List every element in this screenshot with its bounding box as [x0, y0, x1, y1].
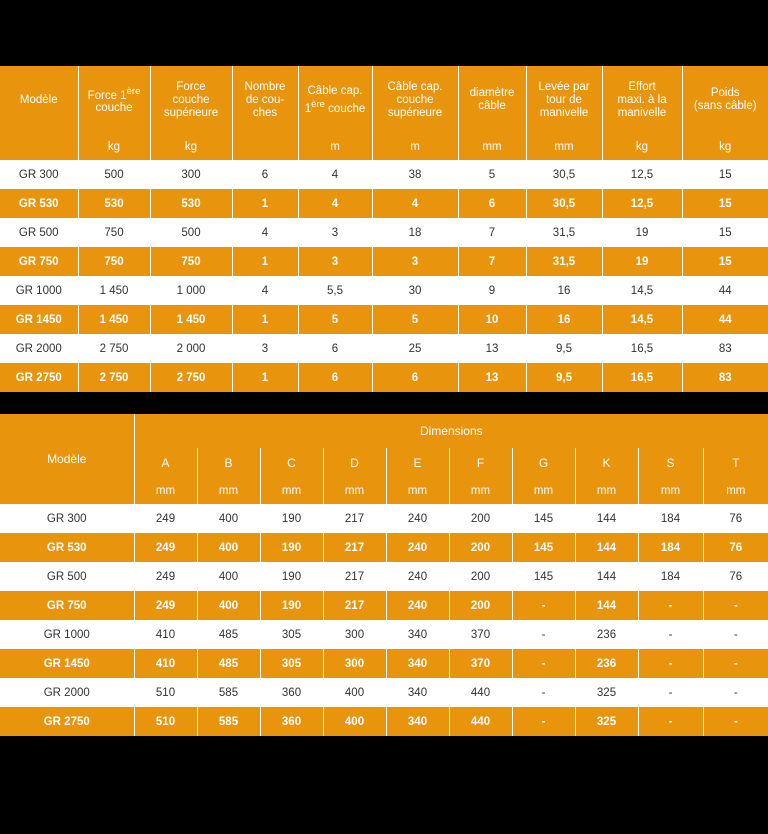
table-cell: 4 [298, 189, 372, 218]
dimensions-table-wrapper [0, 414, 768, 736]
table-cell: 300 [323, 620, 386, 649]
table-cell: 300 [323, 649, 386, 678]
table-cell: 410 [134, 620, 197, 649]
table-cell: 184 [638, 533, 703, 562]
table-row [0, 707, 768, 736]
table-cell: 217 [323, 591, 386, 620]
table-cell: - [638, 707, 703, 736]
table-cell: 16 [526, 305, 602, 334]
table-cell: 3 [372, 247, 458, 276]
table-cell: 31,5 [526, 247, 602, 276]
table-cell: 410 [134, 649, 197, 678]
table-cell: 1 450 [78, 276, 150, 305]
table-cell: 9 [458, 276, 526, 305]
bottom-spacer [0, 736, 768, 796]
table-row [0, 678, 768, 707]
table-cell: - [703, 620, 768, 649]
table-row [0, 218, 768, 247]
table-cell: 38 [372, 160, 458, 189]
table-cell: 25 [372, 334, 458, 363]
table-cell: 2 000 [150, 334, 232, 363]
header-dimension-b: B [197, 448, 260, 478]
header-dimension-s: S [638, 448, 703, 478]
table-cell: 236 [575, 649, 638, 678]
table-cell: 184 [638, 504, 703, 533]
specification-table [0, 66, 768, 392]
header-lift-per-turn: Levée par tour de manivelle [526, 66, 602, 134]
table-cell: 440 [449, 678, 512, 707]
table-cell: 217 [323, 562, 386, 591]
table-cell: 14,5 [602, 276, 682, 305]
table-cell: 400 [197, 562, 260, 591]
table-cell: 10 [458, 305, 526, 334]
table-cell: 76 [703, 562, 768, 591]
header-dimension-g: G [512, 448, 575, 478]
table-cell: 240 [386, 562, 449, 591]
table-cell: 18 [372, 218, 458, 247]
table-cell: 485 [197, 649, 260, 678]
table-cell: 370 [449, 649, 512, 678]
cell-model: GR 1000 [0, 276, 78, 305]
table-cell: 9,5 [526, 334, 602, 363]
unit-dimension-k: mm [575, 478, 638, 504]
table-cell: 1 000 [150, 276, 232, 305]
table-cell: 3 [298, 247, 372, 276]
table-cell: 76 [703, 504, 768, 533]
table-cell: 15 [682, 218, 768, 247]
table-cell: 190 [260, 533, 323, 562]
cell-model: GR 2000 [0, 334, 78, 363]
table-cell: 1 450 [150, 305, 232, 334]
header-dimension-a: A [134, 448, 197, 478]
table-cell: 485 [197, 620, 260, 649]
table-cell: - [638, 620, 703, 649]
table-cell: 44 [682, 305, 768, 334]
unit-weight: kg [682, 134, 768, 160]
table-cell: - [638, 678, 703, 707]
cell-model: GR 750 [0, 247, 78, 276]
table-cell: 510 [134, 678, 197, 707]
unit-cable-cap-upper-layer: m [372, 134, 458, 160]
table-row [0, 620, 768, 649]
table-cell: 6 [298, 363, 372, 392]
table-cell: - [512, 678, 575, 707]
table-cell: 200 [449, 504, 512, 533]
header-cable-diameter: diamètre câble [458, 66, 526, 134]
dimensions-table [0, 414, 768, 736]
table-cell: 440 [449, 707, 512, 736]
dimensions-table-body [0, 504, 768, 736]
table-cell: 217 [323, 533, 386, 562]
table-cell: - [703, 591, 768, 620]
table-separator [0, 392, 768, 414]
table-cell: 249 [134, 504, 197, 533]
table-cell: 500 [78, 160, 150, 189]
table-cell: 13 [458, 363, 526, 392]
table-cell: 190 [260, 591, 323, 620]
header-dimension-k: K [575, 448, 638, 478]
unit-cable-cap-first-layer: m [298, 134, 372, 160]
table-cell: 236 [575, 620, 638, 649]
cell-model: GR 300 [0, 504, 134, 533]
table-cell: 530 [150, 189, 232, 218]
table-cell: 1 [232, 363, 298, 392]
table-cell: 4 [372, 189, 458, 218]
table-cell: - [638, 591, 703, 620]
table-row [0, 247, 768, 276]
table-cell: 7 [458, 247, 526, 276]
unit-dimension-f: mm [449, 478, 512, 504]
table-cell: 249 [134, 562, 197, 591]
table-cell: 4 [298, 160, 372, 189]
table-cell: 30 [372, 276, 458, 305]
table-cell: 12,5 [602, 189, 682, 218]
table-cell: - [512, 707, 575, 736]
table-cell: 1 [232, 189, 298, 218]
table-cell: 3 [232, 334, 298, 363]
table-cell: 249 [134, 533, 197, 562]
table-cell: 190 [260, 504, 323, 533]
table-cell: 200 [449, 562, 512, 591]
table-cell: 240 [386, 533, 449, 562]
table-cell: 4 [232, 218, 298, 247]
table-row [0, 533, 768, 562]
unit-lift-per-turn: mm [526, 134, 602, 160]
table-cell: - [703, 707, 768, 736]
table-cell: 15 [682, 247, 768, 276]
table-cell: 325 [575, 678, 638, 707]
unit-dimension-s: mm [638, 478, 703, 504]
cell-model: GR 500 [0, 218, 78, 247]
header-layer-count: Nombre de cou- ches [232, 66, 298, 134]
table-cell: 13 [458, 334, 526, 363]
table-cell: 16,5 [602, 334, 682, 363]
table-cell: 750 [78, 218, 150, 247]
table-cell: 400 [323, 678, 386, 707]
table-cell: - [512, 591, 575, 620]
table-cell: 144 [575, 533, 638, 562]
table-cell: 400 [197, 533, 260, 562]
table-cell: 360 [260, 678, 323, 707]
header-dimensions-group: Dimensions [134, 414, 768, 448]
unit-dimension-e: mm [386, 478, 449, 504]
table-cell: 325 [575, 707, 638, 736]
table-cell: 4 [232, 276, 298, 305]
table-cell: 83 [682, 334, 768, 363]
table-cell: 30,5 [526, 189, 602, 218]
table-cell: 15 [682, 189, 768, 218]
table-cell: 6 [372, 363, 458, 392]
table-cell: 1 [232, 305, 298, 334]
table-cell: 6 [458, 189, 526, 218]
specification-table-body [0, 160, 768, 392]
table-cell: 305 [260, 649, 323, 678]
header-row-units [0, 134, 768, 160]
cell-model: GR 2000 [0, 678, 134, 707]
header-dimension-c: C [260, 448, 323, 478]
table-cell: 76 [703, 533, 768, 562]
table-cell: 145 [512, 562, 575, 591]
table-cell: 750 [150, 247, 232, 276]
unit-modele [0, 134, 78, 160]
header-row-group [0, 414, 768, 448]
table-cell: 14,5 [602, 305, 682, 334]
table-row [0, 276, 768, 305]
table-cell: 305 [260, 620, 323, 649]
table-cell: 5 [298, 305, 372, 334]
table-cell: - [638, 649, 703, 678]
table-cell: 1 [232, 247, 298, 276]
table-row [0, 189, 768, 218]
table-cell: - [512, 649, 575, 678]
cell-model: GR 2750 [0, 363, 78, 392]
header-modele: Modèle [0, 66, 78, 134]
table-cell: 190 [260, 562, 323, 591]
table-cell: 9,5 [526, 363, 602, 392]
header-force-upper-layer: Force couche supérieure [150, 66, 232, 134]
cell-model: GR 300 [0, 160, 78, 189]
unit-force-upper-layer: kg [150, 134, 232, 160]
unit-dimension-g: mm [512, 478, 575, 504]
table-row [0, 160, 768, 189]
table-cell: 5 [458, 160, 526, 189]
table-cell: 500 [150, 218, 232, 247]
unit-dimension-c: mm [260, 478, 323, 504]
table-cell: 145 [512, 533, 575, 562]
table-cell: 585 [197, 707, 260, 736]
table-cell: 5 [372, 305, 458, 334]
table-cell: 6 [232, 160, 298, 189]
table-row [0, 591, 768, 620]
unit-force-first-layer: kg [78, 134, 150, 160]
unit-max-effort: kg [602, 134, 682, 160]
header-cable-cap-upper-layer: Câble cap. couche supérieure [372, 66, 458, 134]
table-cell: 145 [512, 504, 575, 533]
table-cell: 19 [602, 218, 682, 247]
header-dimension-f: F [449, 448, 512, 478]
table-cell: 6 [298, 334, 372, 363]
table-cell: 15 [682, 160, 768, 189]
table-cell: 200 [449, 533, 512, 562]
specification-table-wrapper [0, 66, 768, 392]
table-cell: 1 450 [78, 305, 150, 334]
table-cell: 83 [682, 363, 768, 392]
header-dimension-d: D [323, 448, 386, 478]
table-row [0, 363, 768, 392]
table-cell: 249 [134, 591, 197, 620]
table-cell: 16,5 [602, 363, 682, 392]
unit-dimension-a: mm [134, 478, 197, 504]
table-cell: 44 [682, 276, 768, 305]
table-cell: 30,5 [526, 160, 602, 189]
table-cell: - [703, 678, 768, 707]
cell-model: GR 1450 [0, 305, 78, 334]
table-cell: 340 [386, 649, 449, 678]
table-cell: 240 [386, 504, 449, 533]
table-cell: 7 [458, 218, 526, 247]
table-cell: 400 [197, 591, 260, 620]
table-cell: 5,5 [298, 276, 372, 305]
table-row [0, 334, 768, 363]
header-row-labels [0, 66, 768, 134]
header-dimension-e: E [386, 448, 449, 478]
table-cell: 340 [386, 707, 449, 736]
cell-model: GR 500 [0, 562, 134, 591]
specification-table-head [0, 66, 768, 160]
table-cell: 19 [602, 247, 682, 276]
table-cell: 144 [575, 504, 638, 533]
cell-model: GR 530 [0, 189, 78, 218]
table-cell: 184 [638, 562, 703, 591]
unit-dimension-b: mm [197, 478, 260, 504]
table-cell: 360 [260, 707, 323, 736]
table-cell: 31,5 [526, 218, 602, 247]
table-cell: 16 [526, 276, 602, 305]
table-cell: 340 [386, 620, 449, 649]
table-cell: 3 [298, 218, 372, 247]
table-cell: 340 [386, 678, 449, 707]
table-cell: 12,5 [602, 160, 682, 189]
table-row [0, 504, 768, 533]
table-cell: 400 [323, 707, 386, 736]
cell-model: GR 1000 [0, 620, 134, 649]
table-cell: 200 [449, 591, 512, 620]
cell-model: GR 2750 [0, 707, 134, 736]
header-max-effort: Effort maxi. à la manivelle [602, 66, 682, 134]
header-modele: Modèle [0, 414, 134, 504]
cell-model: GR 530 [0, 533, 134, 562]
table-cell: 217 [323, 504, 386, 533]
table-cell: 750 [78, 247, 150, 276]
page-root [0, 66, 768, 834]
table-cell: - [703, 649, 768, 678]
cell-model: GR 750 [0, 591, 134, 620]
header-force-first-layer: Force 1ère couche [78, 66, 150, 134]
table-cell: 2 750 [150, 363, 232, 392]
table-cell: 300 [150, 160, 232, 189]
unit-layer-count [232, 134, 298, 160]
table-cell: - [512, 620, 575, 649]
table-row [0, 562, 768, 591]
table-cell: 585 [197, 678, 260, 707]
table-cell: 2 750 [78, 363, 150, 392]
table-cell: 144 [575, 591, 638, 620]
header-cable-cap-first-layer: Câble cap. 1ère couche [298, 66, 372, 134]
table-cell: 510 [134, 707, 197, 736]
table-cell: 144 [575, 562, 638, 591]
header-dimension-t: T [703, 448, 768, 478]
dimensions-table-head [0, 414, 768, 504]
table-row [0, 649, 768, 678]
table-cell: 530 [78, 189, 150, 218]
unit-cable-diameter: mm [458, 134, 526, 160]
table-cell: 240 [386, 591, 449, 620]
table-row [0, 305, 768, 334]
table-cell: 370 [449, 620, 512, 649]
unit-dimension-t: mm [703, 478, 768, 504]
cell-model: GR 1450 [0, 649, 134, 678]
header-weight: Poids (sans câble) [682, 66, 768, 134]
unit-dimension-d: mm [323, 478, 386, 504]
table-cell: 2 750 [78, 334, 150, 363]
table-cell: 400 [197, 504, 260, 533]
